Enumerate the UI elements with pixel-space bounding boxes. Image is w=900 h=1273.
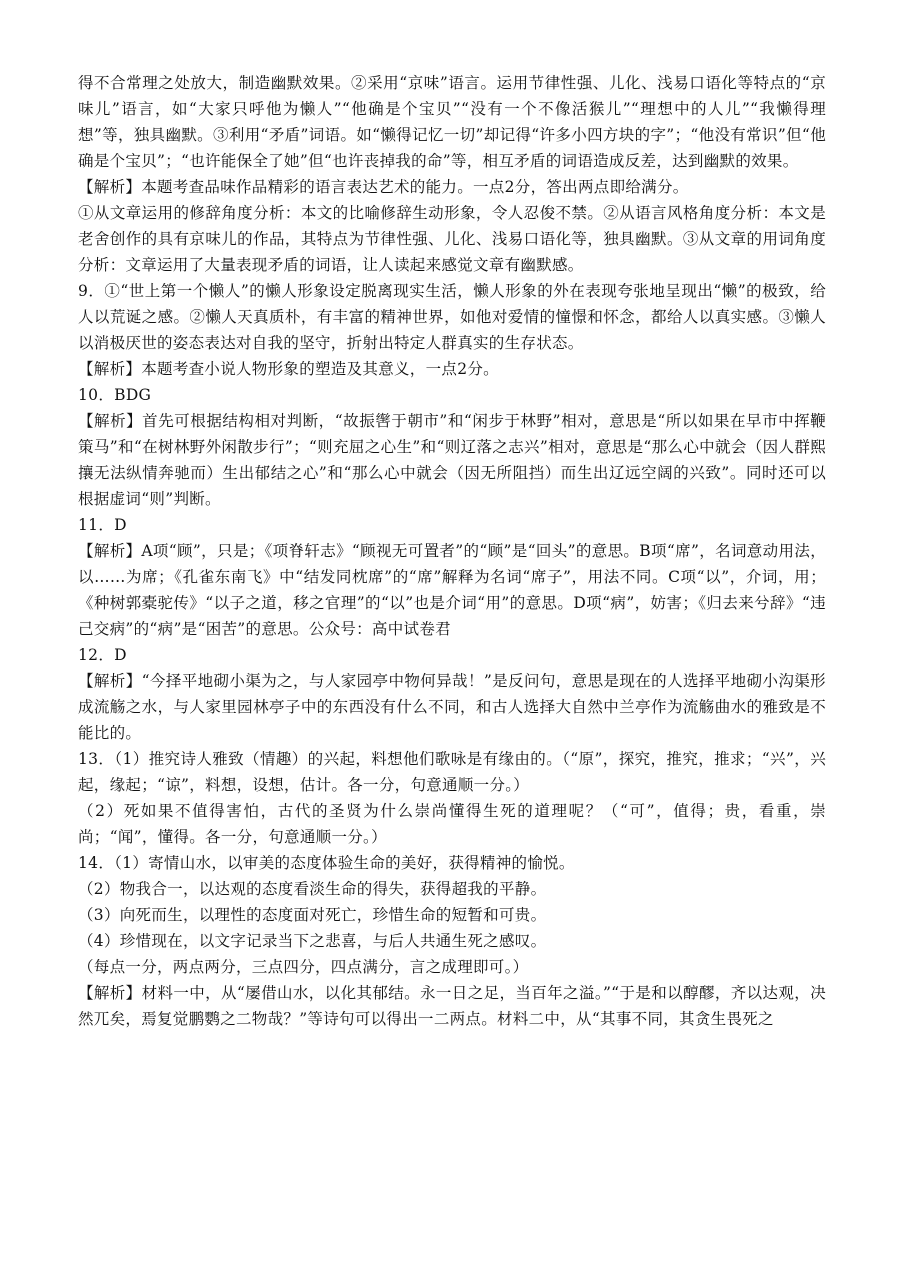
answer-9: 9．①“世上第一个懒人”的懒人形象设定脱离现实生活，懒人形象的外在表现夸张地呈现出“懒”的极致，给人以荒诞之感。②懒人天真质朴，有丰富的精神世界，如他对爱情的憧憬和怀念，都给人以真实感。③懒人以消极厌世的姿态表达对自我的坚守，折射出特定人群真实的生存状态。 xyxy=(78,282,826,352)
answer-8-continuation: 得不合常理之处放大，制造幽默效果。②采用“京味”语言。运用节律性强、儿化、浅易口语化等特点的“京味儿”语言，如“大家只呼他为懒人”“他确是个宝贝”“没有一个不像活猴儿”“理想中的人儿”“我懒得理想”等，独具幽默。③利用“矛盾”词语。如“懒得记忆一切”却记得“许多小四方块的字”；“他没有常识”但“他确是个宝贝”；“也许能保全了她”但“也许丧掉我的命”等，相互矛盾的词语造成反差，达到幽默的效果。 xyxy=(78,74,826,170)
analysis-8-detail: ①从文章运用的修辞角度分析：本文的比喻修辞生动形象，令人忍俊不禁。②从语言风格角度分析：本文是老舍创作的具有京味儿的作品，其特点为节律性强、儿化、浅易口语化等，独具幽默。③从文章的用词角度分析：文章运用了大量表现矛盾的词语，让人读起来感觉文章有幽默感。 xyxy=(78,204,826,274)
answer-13-1: 13．（1）推究诗人雅致（情趣）的兴起，料想他们歌咏是有缘由的。（“原”，探究，推究，推求；“兴”，兴起，缘起；“谅”，料想，设想，估计。各一分，句意通顺一分。） xyxy=(78,750,826,794)
answer-13-2: （2）死如果不值得害怕，古代的圣贤为什么崇尚懂得生死的道理呢？（“可”，值得；贵，看重，崇尚；“闻”，懂得。各一分，句意通顺一分。） xyxy=(78,802,826,846)
answer-10: 10．BDG xyxy=(78,386,152,404)
answer-14-4: （4）珍惜现在，以文字记录当下之悲喜，与后人共通生死之感叹。 xyxy=(78,932,547,950)
analysis-9: 【解析】本题考查小说人物形象的塑造及其意义，一点2分。 xyxy=(78,360,499,378)
answer-12: 12．D xyxy=(78,646,127,664)
analysis-8: 【解析】本题考查品味作品精彩的语言表达艺术的能力。一点2分，答出两点即给满分。 xyxy=(78,178,689,196)
analysis-11: 【解析】A项“顾”，只是；《项脊轩志》“顾视无可置者”的“顾”是“回头”的意思。B项“席”，名词意动用法，以……为席；《孔雀东南飞》中“结发同枕席”的“席”解释为名词“席子”，用法不同。C项“以”，介词，用；《种树郭橐驼传》“以子之道，移之官理”的“以”也是介词“用”的意思。D项“病”，妨害；《归去来兮辞》“违己交病”的“病”是“困苦”的意思。公众号：高中试卷君 xyxy=(78,542,826,638)
answer-14-1: 14．（1）寄情山水，以审美的态度体验生命的美好，获得精神的愉悦。 xyxy=(78,854,575,872)
scoring-note-14: （每点一分，两点两分，三点四分，四点满分，言之成理即可。） xyxy=(78,958,529,976)
analysis-14: 【解析】材料一中，从“屡借山水，以化其郁结。永一日之足，当百年之溢。”“于是和以醇醪，齐以达观，决然兀矣，焉复觉鹏鹦之二物哉？”等诗句可以得出一二两点。材料二中，从“其事不同，其贪生畏死之 xyxy=(78,984,826,1028)
document-page xyxy=(78,70,826,1032)
answer-11: 11．D xyxy=(78,516,127,534)
analysis-12: 【解析】“今择平地砌小渠为之，与人家园亭中物何异哉！”是反问句，意思是现在的人选择平地砌小沟渠形成流觞之水，与人家里园林亭子中的东西没有什么不同，和古人选择大自然中兰亭作为流觞曲水的雅致是不能比的。 xyxy=(78,672,826,742)
answer-14-3: （3）向死而生，以理性的态度面对死亡，珍惜生命的短暂和可贵。 xyxy=(78,906,547,924)
analysis-10: 【解析】首先可根据结构相对判断，“故振辔于朝市”和“闲步于林野”相对，意思是“所以如果在早市中挥鞭策马”和“在树林野外闲散步行”；“则充屈之心生”和“则辽落之志兴”相对，意思是“那么心中就会（因人群熙攘无法纵情奔驰而）生出郁结之心”和“那么心中就会（因无所阻挡）而生出辽远空阔的兴致”。同时还可以根据虚词“则”判断。 xyxy=(78,412,826,508)
answer-14-2: （2）物我合一，以达观的态度看淡生命的得失，获得超我的平静。 xyxy=(78,880,547,898)
